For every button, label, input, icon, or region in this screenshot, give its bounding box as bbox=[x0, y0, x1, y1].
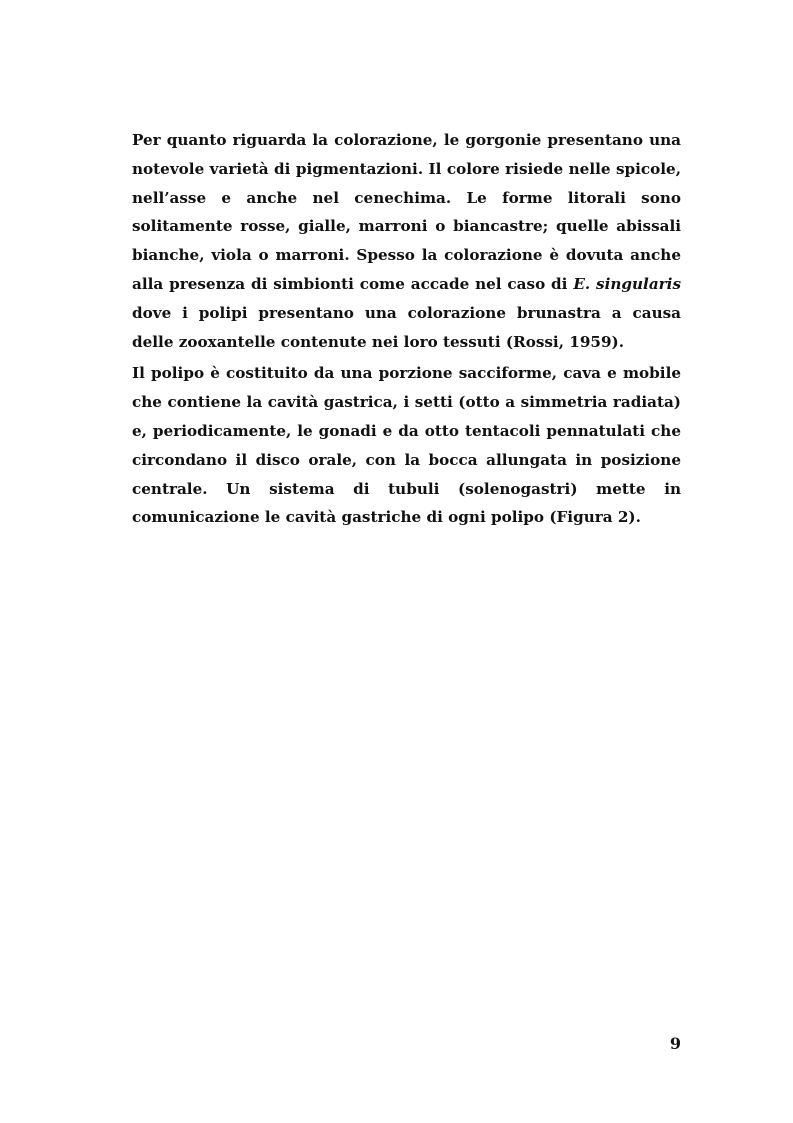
body-text bbox=[132, 126, 681, 535]
page-number: 9 bbox=[669, 1034, 681, 1053]
species-name: E. singularis bbox=[573, 274, 681, 293]
paragraph-coloration bbox=[132, 126, 681, 356]
paragraph-coloration-part-1: Per quanto riguarda la colorazione, le gorgonie presentano una notevole varietà di pigmentazioni. Il colore risiede nelle spicole, nell’asse e anche nel cenechima. Le forme litorali sono solitamente rosse, gialle, marroni o biancastre; quelle abissali bianche, viola o marroni. Spesso la colorazione è dovuta anche alla presenza di simbionti come accade nel caso di bbox=[132, 131, 681, 293]
paragraph-polyp: Il polipo è costituito da una porzione sacciforme, cava e mobile che contiene la cavità gastrica, i setti (otto a simmetria radiata) e, periodicamente, le gonadi e da otto tentacoli pennatulati che circondano il disco orale, con la bocca allungata in posizione centrale. Un sistema di tubuli (solenogastri) mette in comunicazione le cavità gastriche di ogni polipo (Figura 2). bbox=[132, 364, 681, 527]
paragraph-coloration-part-2: dove i polipi presentano una colorazione brunastra a causa delle zooxantelle contenute nei loro tessuti (Rossi, 1959). bbox=[132, 303, 681, 351]
